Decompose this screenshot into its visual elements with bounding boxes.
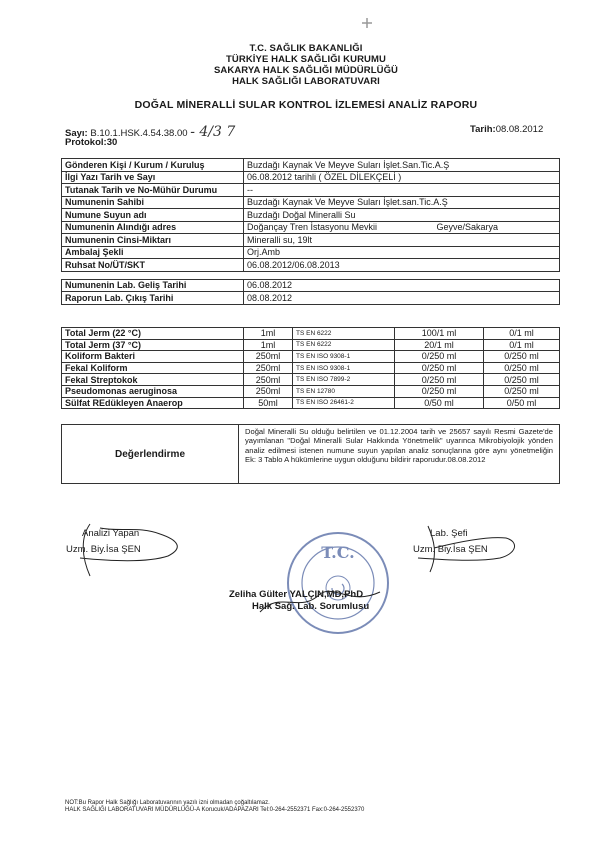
- tarih-line: [470, 124, 543, 135]
- protokol-label: Protokol:: [65, 137, 107, 148]
- test-standard: TS EN ISO 7899-2: [293, 374, 395, 386]
- result-value: 0/250 ml: [395, 374, 484, 386]
- sample-volume: 50ml: [244, 397, 293, 409]
- header-line-2: TÜRKİYE HALK SAĞLIĞI KURUMU: [226, 54, 386, 65]
- sayi-label: Sayı:: [65, 128, 88, 139]
- limit-value: 0/50 ml: [484, 397, 560, 409]
- param-name: Total Jerm (37 °C): [62, 339, 244, 351]
- test-standard: TS EN 6222: [293, 328, 395, 340]
- sample-volume: 250ml: [244, 374, 293, 386]
- header-line-3: SAKARYA HALK SAĞLIĞI MÜDÜRLÜĞÜ: [213, 65, 399, 76]
- param-name: Total Jerm (22 °C): [62, 328, 244, 340]
- info-value: Buzdağı Kaynak Ve Meyve Suları İşlet.San.Tic.A.Ş: [244, 159, 560, 172]
- table-row: [62, 246, 560, 259]
- sample-volume: 1ml: [244, 339, 293, 351]
- table-row: [62, 351, 560, 363]
- date-label: Raporun Lab. Çıkış Tarihi: [62, 292, 244, 305]
- info-label: Numunenin Sahibi: [62, 196, 244, 209]
- info-value: [244, 221, 560, 234]
- limit-value: 0/250 ml: [484, 385, 560, 397]
- results-table: [61, 327, 560, 409]
- date-value: 06.08.2012: [244, 279, 560, 292]
- test-standard: TS EN ISO 26461-2: [293, 397, 395, 409]
- address-value: Doğançay Tren İstasyonu Mevkii: [247, 222, 378, 233]
- info-label: Ambalaj Şekli: [62, 246, 244, 259]
- info-label: Numunenin Cinsi-Miktarı: [62, 234, 244, 247]
- table-row: [62, 385, 560, 397]
- result-value: 0/250 ml: [395, 385, 484, 397]
- table-row: [62, 196, 560, 209]
- address-city: Geyve/Sakarya: [436, 222, 499, 233]
- stamp-text: T.C.: [321, 543, 355, 562]
- info-value: 06.08.2012 tarihli ( ÖZEL DİLEKÇELİ ): [244, 171, 560, 184]
- param-name: Koliform Bakteri: [62, 351, 244, 363]
- info-value: 06.08.2012/06.08.2013: [244, 259, 560, 272]
- info-label: Tutanak Tarih ve No-Mühür Durumu: [62, 184, 244, 197]
- header-line-4: HALK SAĞLIĞI LABORATUVARI: [232, 76, 380, 87]
- result-value: 0/250 ml: [395, 362, 484, 374]
- analyst-signature-icon: [60, 518, 190, 580]
- table-row: [62, 397, 560, 409]
- sample-volume: 250ml: [244, 385, 293, 397]
- limit-value: 0/250 ml: [484, 374, 560, 386]
- info-label: Numune Suyun adı: [62, 209, 244, 222]
- lab-chief-signature-icon: [408, 518, 528, 578]
- info-label: Numunenin Alındığı adres: [62, 221, 244, 234]
- table-row: [62, 221, 560, 234]
- info-value: Mineralli su, 19lt: [244, 234, 560, 247]
- info-label: Ruhsat No/ÜT/SKT: [62, 259, 244, 272]
- responsible-name: Zeliha Gülter YALÇIN,MD,PhD: [229, 589, 364, 600]
- scan-mark-icon: [360, 16, 374, 30]
- date-value: 08.08.2012: [244, 292, 560, 305]
- limit-value: 0/1 ml: [484, 339, 560, 351]
- table-row: [62, 292, 560, 305]
- analyst-name: Uzm. Biy.İsa ŞEN: [66, 544, 141, 555]
- evaluation-box: [61, 424, 560, 484]
- sayi-handwritten: - 4/3 7: [190, 124, 236, 140]
- table-row: [62, 279, 560, 292]
- info-value: --: [244, 184, 560, 197]
- protokol-value: 30: [106, 137, 118, 148]
- result-value: 20/1 ml: [395, 339, 484, 351]
- table-row: [62, 339, 560, 351]
- info-label: Gönderen Kişi / Kurum / Kuruluş: [62, 159, 244, 172]
- sample-volume: 250ml: [244, 362, 293, 374]
- limit-value: 0/250 ml: [484, 351, 560, 363]
- tarih-label: Tarih:: [470, 124, 496, 135]
- responsible-title: Halk Sağ. Lab. Sorumlusu: [252, 601, 370, 612]
- evaluation-text: Doğal Mineralli Su olduğu belirtilen ve 01.12.2004 tarih ve 25657 sayılı Resmi Gazete'de yayımlanan "Doğal Mineralli Sular Hakkında Yönetmelik" uyarınca Mikrobiyolojik yönden analiz edilmesi istenen numune suyun yapılan analiz sonuçlarına göre aynı yönetmeliğin Ek: 3 Tablo A hükümlerine uygun olduğunu bildirir raporudur.08.08.2012: [245, 427, 553, 464]
- result-value: 100/1 ml: [395, 328, 484, 340]
- responsible-signature-icon: [250, 584, 390, 620]
- limit-value: 0/1 ml: [484, 328, 560, 340]
- institution-header: [0, 43, 612, 87]
- lab-chief-name: Uzm. Biy.İsa ŞEN: [413, 544, 488, 555]
- date-label: Numunenin Lab. Geliş Tarihi: [62, 279, 244, 292]
- table-row: [62, 259, 560, 272]
- header-line-1: T.C. SAĞLIK BAKANLIĞI: [249, 43, 363, 54]
- table-row: [62, 209, 560, 222]
- test-standard: TS EN ISO 9308-1: [293, 351, 395, 363]
- table-row: [62, 159, 560, 172]
- table-row: [62, 184, 560, 197]
- table-row: [62, 234, 560, 247]
- footer-note: NOT:Bu Rapor Halk Sağlığı Laboratuvarının yazılı izni olmadan çoğaltılamaz.: [65, 800, 270, 806]
- test-standard: TS EN 12780: [293, 385, 395, 397]
- param-name: Sülfat REdükleyen Anaerop: [62, 397, 244, 409]
- test-standard: TS EN ISO 9308-1: [293, 362, 395, 374]
- result-value: 0/50 ml: [395, 397, 484, 409]
- table-row: [62, 362, 560, 374]
- table-row: [62, 374, 560, 386]
- table-row: [62, 328, 560, 340]
- sample-volume: 250ml: [244, 351, 293, 363]
- info-label: İlgi Yazı Tarih ve Sayı: [62, 171, 244, 184]
- sample-info-table: [61, 158, 560, 305]
- analyst-title: Analizi Yapan: [82, 528, 140, 539]
- sample-volume: 1ml: [244, 328, 293, 340]
- info-value: Buzdağı Doğal Mineralli Su: [244, 209, 560, 222]
- table-spacer: [62, 271, 560, 279]
- param-name: Pseudomonas aeruginosa: [62, 385, 244, 397]
- info-value: Buzdağı Kaynak Ve Meyve Suları İşlet.san.Tic.A.Ş: [244, 196, 560, 209]
- result-value: 0/250 ml: [395, 351, 484, 363]
- lab-chief-title: Lab. Şefi: [430, 528, 468, 539]
- test-standard: TS EN 6222: [293, 339, 395, 351]
- footer-address: HALK SAĞLIĞI LABORATUVARI MÜDÜRLÜĞÜ-A Korucuk/ADAPAZARI Tel:0-264-2552371 Fax:0-264-2552370: [65, 807, 365, 813]
- protokol-line: [65, 137, 117, 148]
- param-name: Fekal Streptokok: [62, 374, 244, 386]
- tarih-value: 08.08.2012: [495, 124, 544, 135]
- official-stamp-icon: [283, 528, 393, 638]
- evaluation-label: Değerlendirme: [62, 425, 239, 483]
- table-row: [62, 171, 560, 184]
- sayi-value: B.10.1.HSK.4.54.38.00: [90, 128, 188, 139]
- info-value: Orj.Amb: [244, 246, 560, 259]
- report-title: DOĞAL MİNERALLİ SULAR KONTROL İZLEMESİ ANALİZ RAPORU: [134, 99, 478, 111]
- limit-value: 0/250 ml: [484, 362, 560, 374]
- param-name: Fekal Koliform: [62, 362, 244, 374]
